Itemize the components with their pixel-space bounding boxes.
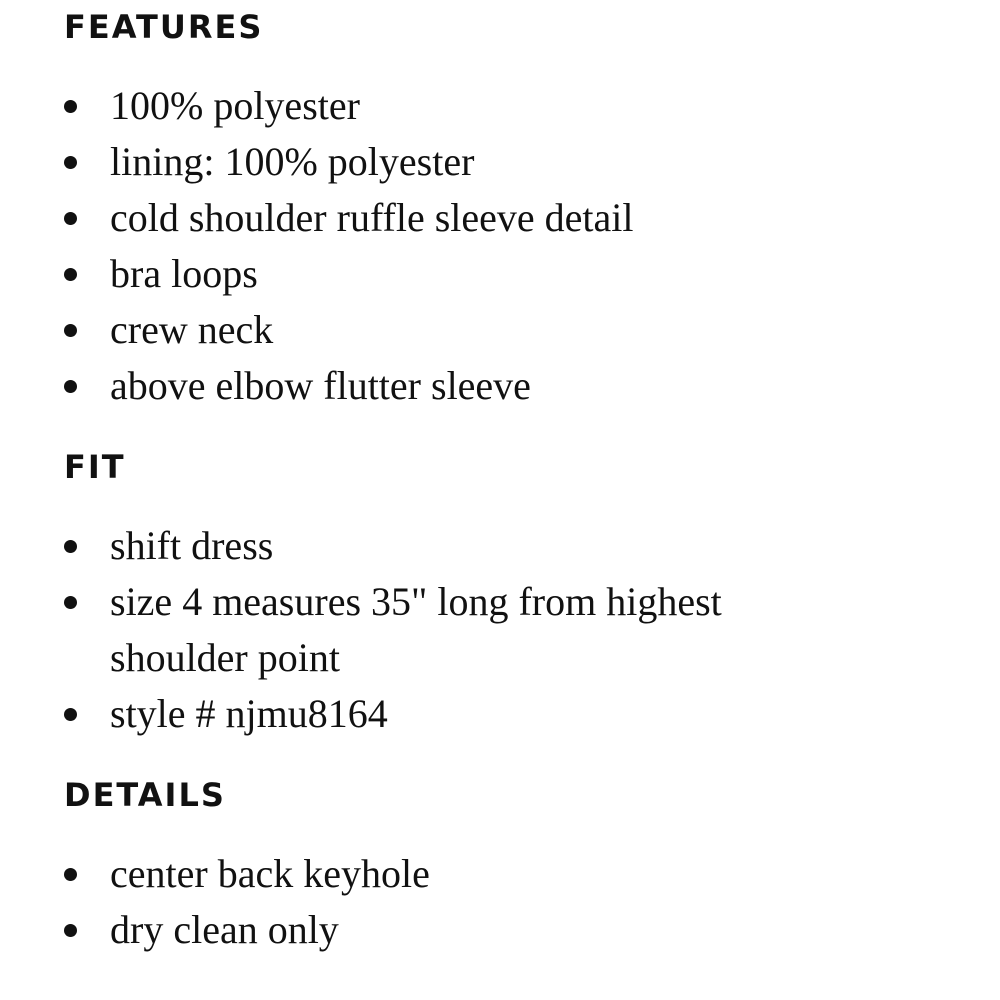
list-item bbox=[64, 134, 964, 190]
bullet-icon bbox=[64, 924, 77, 937]
list-item-text: 100% polyester bbox=[110, 83, 360, 128]
list-item-text: style # njmu8164 bbox=[110, 691, 388, 736]
list-item-text: cold shoulder ruffle sleeve detail bbox=[110, 195, 634, 240]
list-item bbox=[64, 574, 850, 686]
fit-list bbox=[64, 518, 964, 742]
bullet-icon bbox=[64, 100, 77, 113]
list-item-text: dry clean only bbox=[110, 907, 339, 952]
list-item bbox=[64, 518, 964, 574]
bullet-icon bbox=[64, 596, 77, 609]
features-list bbox=[64, 78, 964, 414]
bullet-icon bbox=[64, 156, 77, 169]
list-item-text: crew neck bbox=[110, 307, 274, 352]
bullet-icon bbox=[64, 540, 77, 553]
list-item bbox=[64, 358, 964, 414]
list-item bbox=[64, 78, 964, 134]
list-item-text: above elbow flutter sleeve bbox=[110, 363, 531, 408]
list-item-text: bra loops bbox=[110, 251, 258, 296]
list-item bbox=[64, 686, 964, 742]
list-item bbox=[64, 190, 964, 246]
bullet-icon bbox=[64, 380, 77, 393]
details-list bbox=[64, 846, 964, 958]
list-item bbox=[64, 846, 964, 902]
details-section bbox=[64, 776, 964, 958]
list-item bbox=[64, 902, 964, 958]
list-item-text: center back keyhole bbox=[110, 851, 430, 896]
bullet-icon bbox=[64, 708, 77, 721]
list-item bbox=[64, 302, 964, 358]
list-item-text: size 4 measures 35" long from highest shoulder point bbox=[110, 579, 722, 680]
fit-heading: FIT bbox=[64, 448, 126, 486]
list-item-text: shift dress bbox=[110, 523, 274, 568]
features-heading: FEATURES bbox=[64, 8, 264, 46]
bullet-icon bbox=[64, 868, 77, 881]
features-section bbox=[64, 8, 964, 414]
list-item bbox=[64, 246, 964, 302]
list-item-text: lining: 100% polyester bbox=[110, 139, 475, 184]
bullet-icon bbox=[64, 212, 77, 225]
fit-section bbox=[64, 448, 964, 742]
bullet-icon bbox=[64, 324, 77, 337]
bullet-icon bbox=[64, 268, 77, 281]
details-heading: DETAILS bbox=[64, 776, 226, 814]
